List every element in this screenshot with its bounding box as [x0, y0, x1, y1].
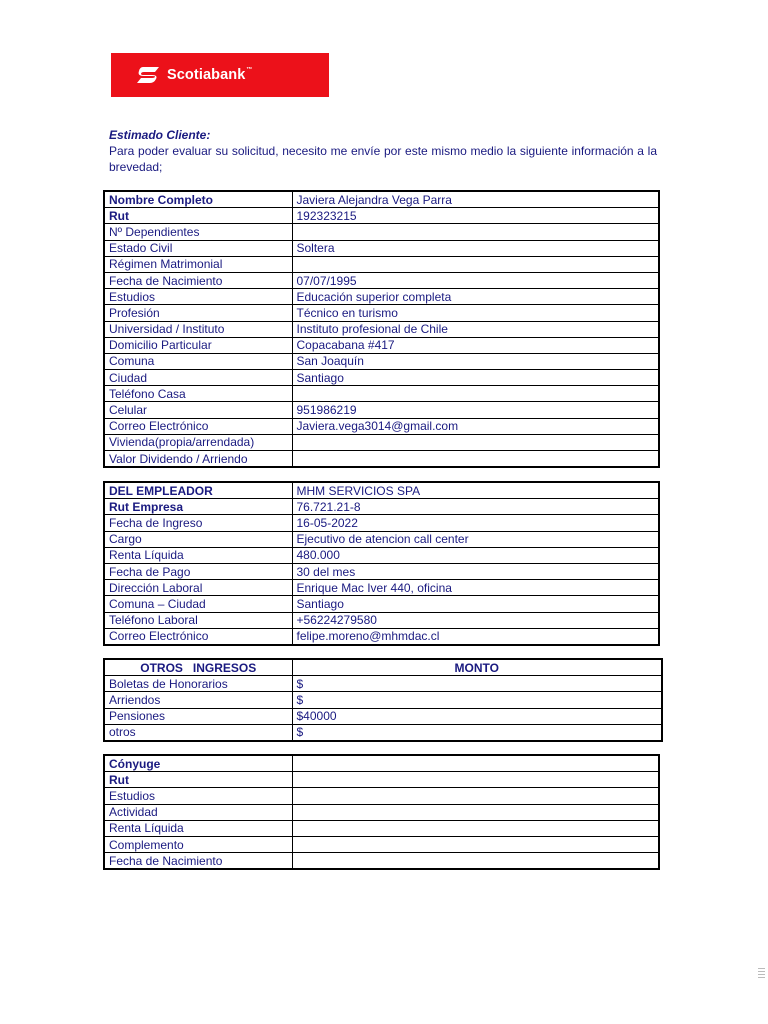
field-value[interactable]: MHM SERVICIOS SPA	[292, 482, 659, 499]
field-value[interactable]: Santiago	[292, 370, 659, 386]
field-label: Cargo	[104, 531, 292, 547]
field-value[interactable]: Copacabana #417	[292, 337, 659, 353]
field-label: Ciudad	[104, 370, 292, 386]
table-row	[104, 853, 659, 870]
table-row	[104, 596, 659, 612]
field-value[interactable]: $40000	[292, 708, 662, 724]
field-value[interactable]	[292, 256, 659, 272]
table-row	[104, 482, 659, 499]
field-label: Vivienda(propia/arrendada)	[104, 434, 292, 450]
field-value[interactable]: 951986219	[292, 402, 659, 418]
field-label: Rut	[104, 208, 292, 224]
field-value[interactable]: 07/07/1995	[292, 272, 659, 288]
table-row	[104, 402, 659, 418]
table-row	[104, 676, 662, 692]
table-row	[104, 708, 662, 724]
section-header: DEL EMPLEADOR	[104, 482, 292, 499]
table-row	[104, 836, 659, 852]
table-row	[104, 370, 659, 386]
field-value[interactable]: Educación superior completa	[292, 289, 659, 305]
table-row	[104, 451, 659, 468]
field-value[interactable]: felipe.moreno@mhmdac.cl	[292, 628, 659, 645]
table-row	[104, 788, 659, 804]
field-label: Estudios	[104, 788, 292, 804]
table-row	[104, 804, 659, 820]
table-row	[104, 272, 659, 288]
field-label: Rut Empresa	[104, 499, 292, 515]
table-row	[104, 628, 659, 645]
table-row	[104, 386, 659, 402]
field-label: Teléfono Laboral	[104, 612, 292, 628]
field-label: Pensiones	[104, 708, 292, 724]
field-label: Nombre Completo	[104, 191, 292, 208]
field-value[interactable]: 480.000	[292, 547, 659, 563]
field-value[interactable]: $	[292, 724, 662, 741]
section-header: Cónyuge	[104, 755, 292, 772]
scotiabank-s-icon	[135, 65, 161, 85]
field-value[interactable]: 16-05-2022	[292, 515, 659, 531]
table-row	[104, 353, 659, 369]
field-label: Correo Electrónico	[104, 628, 292, 645]
scroll-handle-icon[interactable]	[758, 968, 765, 982]
table-row	[104, 547, 659, 563]
table-row	[104, 191, 659, 208]
table-row	[104, 515, 659, 531]
field-value[interactable]: $	[292, 692, 662, 708]
field-value[interactable]	[292, 224, 659, 240]
field-label: Estado Civil	[104, 240, 292, 256]
table-row	[104, 563, 659, 579]
employer-table	[103, 481, 660, 646]
table-row	[104, 531, 659, 547]
field-value[interactable]: +56224279580	[292, 612, 659, 628]
field-value[interactable]: $	[292, 676, 662, 692]
table-row	[104, 240, 659, 256]
field-value[interactable]	[292, 788, 659, 804]
field-label: Régimen Matrimonial	[104, 256, 292, 272]
field-label: Fecha de Ingreso	[104, 515, 292, 531]
table-header-row	[104, 659, 662, 676]
field-value[interactable]	[292, 836, 659, 852]
field-value[interactable]	[292, 451, 659, 468]
table-row	[104, 256, 659, 272]
field-label: Fecha de Nacimiento	[104, 272, 292, 288]
field-value[interactable]: Javiera Alejandra Vega Parra	[292, 191, 659, 208]
field-value[interactable]: 76.721.21-8	[292, 499, 659, 515]
field-label: Boletas de Honorarios	[104, 676, 292, 692]
field-value[interactable]	[292, 820, 659, 836]
field-value[interactable]: Soltera	[292, 240, 659, 256]
field-label: Complemento	[104, 836, 292, 852]
table-row	[104, 208, 659, 224]
column-header-income: OTROS INGRESOS	[104, 659, 292, 676]
field-value[interactable]: 192323215	[292, 208, 659, 224]
other-income-table	[103, 658, 663, 742]
field-label: Profesión	[104, 305, 292, 321]
table-row	[104, 305, 659, 321]
scotiabank-logo	[111, 53, 329, 97]
table-row	[104, 820, 659, 836]
field-label: Valor Dividendo / Arriendo	[104, 451, 292, 468]
field-value[interactable]	[292, 386, 659, 402]
table-row	[104, 612, 659, 628]
table-row	[104, 337, 659, 353]
intro-text	[109, 127, 657, 175]
table-row	[104, 434, 659, 450]
table-row	[104, 772, 659, 788]
field-label: Estudios	[104, 289, 292, 305]
field-label: Renta Líquida	[104, 820, 292, 836]
field-label: Teléfono Casa	[104, 386, 292, 402]
table-row	[104, 724, 662, 741]
table-row	[104, 755, 659, 772]
field-value[interactable]: Santiago	[292, 596, 659, 612]
field-value[interactable]	[292, 772, 659, 788]
field-label: Correo Electrónico	[104, 418, 292, 434]
field-label: Celular	[104, 402, 292, 418]
field-value[interactable]: Técnico en turismo	[292, 305, 659, 321]
field-value[interactable]: 30 del mes	[292, 563, 659, 579]
brand-name: Scotiabank™	[167, 67, 253, 83]
table-row	[104, 289, 659, 305]
field-label: Nº Dependientes	[104, 224, 292, 240]
greeting: Estimado Cliente:	[109, 128, 211, 142]
personal-info-table	[103, 190, 660, 468]
field-label: otros	[104, 724, 292, 741]
table-row	[104, 580, 659, 596]
field-label: Comuna	[104, 353, 292, 369]
table-row	[104, 224, 659, 240]
field-label: Fecha de Nacimiento	[104, 853, 292, 870]
field-label: Dirección Laboral	[104, 580, 292, 596]
field-label: Domicilio Particular	[104, 337, 292, 353]
field-label: Renta Líquida	[104, 547, 292, 563]
table-row	[104, 321, 659, 337]
field-label: Comuna – Ciudad	[104, 596, 292, 612]
field-value[interactable]	[292, 755, 659, 772]
field-label: Actividad	[104, 804, 292, 820]
spouse-table	[103, 754, 660, 870]
table-row	[104, 418, 659, 434]
column-header-amount: MONTO	[292, 659, 662, 676]
intro-body: Para poder evaluar su solicitud, necesito me envíe por este mismo medio la siguiente información a la brevedad;	[109, 144, 657, 174]
field-value[interactable]	[292, 434, 659, 450]
field-label: Universidad / Instituto	[104, 321, 292, 337]
table-row	[104, 499, 659, 515]
field-value[interactable]: Ejecutivo de atencion call center	[292, 531, 659, 547]
field-value[interactable]	[292, 804, 659, 820]
field-value[interactable]: San Joaquín	[292, 353, 659, 369]
field-label: Fecha de Pago	[104, 563, 292, 579]
field-label: Rut	[104, 772, 292, 788]
field-value[interactable]: Javiera.vega3014@gmail.com	[292, 418, 659, 434]
field-label: Arriendos	[104, 692, 292, 708]
field-value[interactable]: Enrique Mac Iver 440, oficina	[292, 580, 659, 596]
field-value[interactable]	[292, 853, 659, 870]
table-row	[104, 692, 662, 708]
field-value[interactable]: Instituto profesional de Chile	[292, 321, 659, 337]
